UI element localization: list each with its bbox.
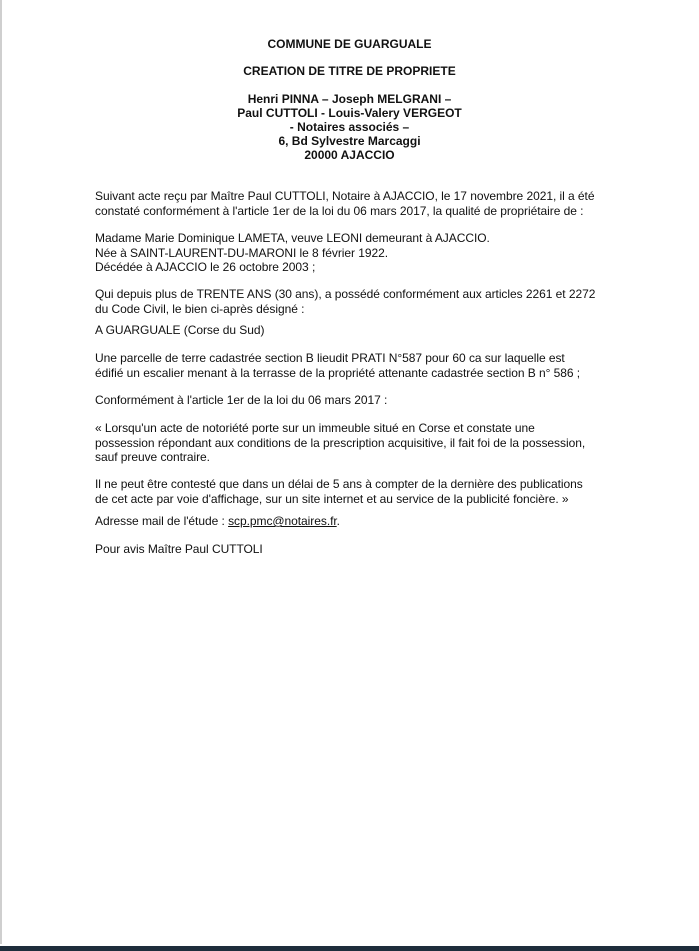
notaires-block bbox=[0, 92, 699, 162]
text-line: Décédée à AJACCIO le 26 octobre 2003 ; bbox=[95, 260, 316, 274]
email-paragraph bbox=[95, 514, 615, 529]
text-line: Née à SAINT-LAURENT-DU-MARONI le 8 février 1922. bbox=[95, 245, 389, 260]
text-line: possession répondant aux conditions de la prescription acquisitive, il fait foi de la possession, bbox=[95, 435, 586, 450]
text-line: Suivant acte reçu par Maître Paul CUTTOLI, Notaire à AJACCIO, le 17 novembre 2021, il a été bbox=[95, 189, 595, 203]
document-title: CREATION DE TITRE DE PROPRIETE bbox=[243, 64, 456, 78]
text-line: Qui depuis plus de TRENTE ANS (30 ans), a possédé conformément aux articles 2261 et 2272 bbox=[95, 287, 596, 301]
notaires-line: - Notaires associés – bbox=[289, 120, 410, 134]
text-line: sauf preuve contraire. bbox=[95, 450, 210, 464]
intro-paragraph bbox=[95, 189, 615, 218]
bottom-bar bbox=[0, 946, 699, 951]
text-line: du Code Civil, le bien ci-après désigné : bbox=[95, 301, 305, 316]
commune-heading: COMMUNE DE GUARGUALE bbox=[267, 37, 432, 51]
notaires-line: Paul CUTTOLI - Louis-Valery VERGEOT bbox=[237, 106, 462, 120]
conformement-paragraph bbox=[95, 393, 615, 408]
quote-paragraph-2 bbox=[95, 477, 615, 506]
parcel-paragraph bbox=[95, 351, 615, 380]
text-line: édifié un escalier menant à la terrasse de la propriété attenante cadastrée section B n° 586 ; bbox=[95, 365, 581, 380]
owner-paragraph bbox=[95, 231, 615, 275]
text-line: constaté conformément à l'article 1er de la loi du 06 mars 2017, la qualité de propriétaire de : bbox=[95, 203, 584, 218]
email-line bbox=[95, 514, 615, 529]
text-line: de cet acte par voie d'affichage, sur un site internet et au service de la publicité foncière. » bbox=[95, 491, 569, 506]
text-line: Une parcelle de terre cadastrée section B lieudit PRATI N°587 pour 60 ca sur laquelle est bbox=[95, 351, 565, 365]
signature: Pour avis Maître Paul CUTTOLI bbox=[95, 542, 263, 556]
text-line: A GUARGUALE (Corse du Sud) bbox=[95, 323, 265, 337]
notaires-address: 6, Bd Sylvestre Marcaggi bbox=[278, 134, 421, 148]
signature-paragraph bbox=[95, 542, 615, 557]
location-paragraph bbox=[95, 323, 615, 338]
notaires-line: Henri PINNA – Joseph MELGRANI – bbox=[247, 92, 452, 106]
email-link[interactable]: scp.pmc@notaires.fr bbox=[228, 514, 337, 528]
text-line: Conformément à l'article 1er de la loi du 06 mars 2017 : bbox=[95, 393, 388, 407]
possession-paragraph bbox=[95, 287, 615, 316]
email-suffix: . bbox=[336, 514, 340, 528]
notaires-city: 20000 AJACCIO bbox=[304, 148, 395, 162]
text-line: Madame Marie Dominique LAMETA, veuve LEONI demeurant à AJACCIO. bbox=[95, 231, 490, 245]
text-line: « Lorsqu'un acte de notoriété porte sur un immeuble situé en Corse et constate une bbox=[95, 421, 535, 435]
text-line: Il ne peut être contesté que dans un délai de 5 ans à compter de la dernière des publications bbox=[95, 477, 583, 491]
email-label: Adresse mail de l'étude : bbox=[95, 514, 229, 528]
quote-paragraph-1 bbox=[95, 421, 615, 465]
